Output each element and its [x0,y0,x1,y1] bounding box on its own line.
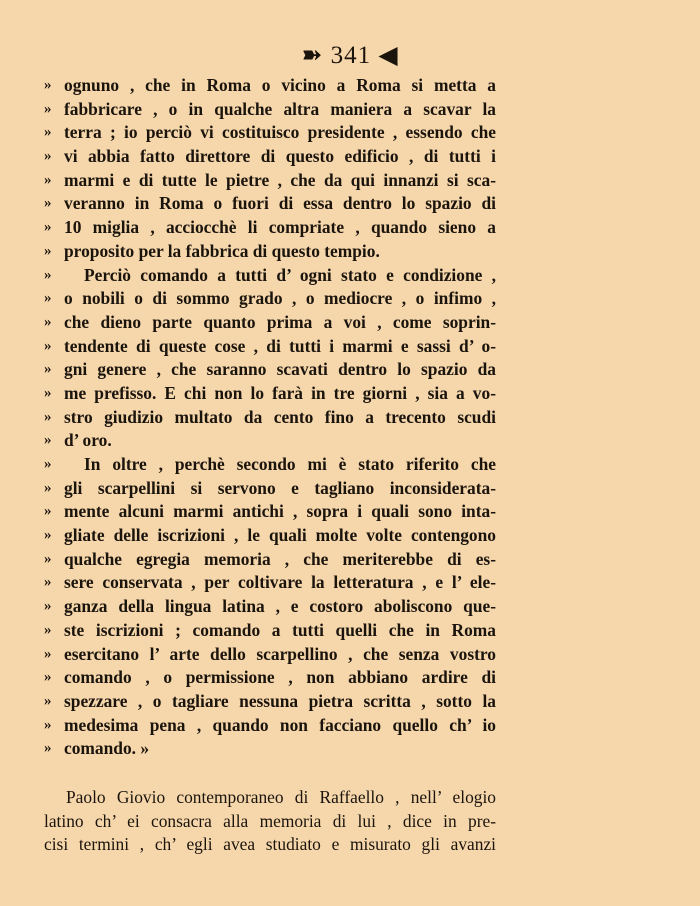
text-line [44,169,496,193]
quote-mark: » [44,219,52,236]
quote-mark: » [44,408,52,425]
line-text: tendente di queste cose , di tutti i marmi e sassi d’ o- [64,335,496,356]
line-text: qualche egregia memoria , che meriterebbe di es- [64,548,496,569]
quote-mark: » [44,527,52,544]
line-text: stro giudizio multato da cento fino a trecento scudi [64,406,496,427]
text-line [44,358,496,382]
quote-mark: » [44,361,52,378]
quote-mark: » [44,550,52,567]
quote-mark: » [44,77,52,93]
line-text: ste iscrizioni ; comando a tutti quelli che in Roma [64,619,496,640]
quote-mark: » [44,290,52,307]
line-text: o nobili o di sommo grado , o mediocre , o infimo , [64,288,496,309]
text-line [44,595,496,619]
quote-mark: » [44,171,52,188]
line-text: proposito per la fabbrica di questo tempio. [64,240,380,261]
line-text: vi abbia fatto direttore di questo edificio , di tutti i [64,146,496,167]
text-line [44,145,496,169]
text-line [44,335,496,359]
text-line [44,264,496,288]
quote-mark: » [44,716,52,733]
line-text: gni genere , che saranno scavati dentro lo spazio da [64,359,496,380]
line-text: fabbricare , o in qualche altra maniera a scavar la [64,98,496,119]
text-line [44,643,496,667]
text-line [44,737,496,761]
quote-mark: » [44,479,52,496]
line-text: medesima pena , quando non facciano quello ch’ io [64,714,496,735]
line-text: comando , o permissione , non abbiano ardire di [64,667,496,688]
text-line: latino ch’ ei consacra alla memoria di lui , dice in pre- [44,810,496,831]
quote-mark: » [44,598,52,615]
quote-mark: » [44,456,52,472]
line-text: sere conservata , per coltivare la letteratura , e l’ ele- [64,572,496,593]
quote-mark: » [44,621,52,638]
text-line [44,690,496,714]
line-text: In oltre , perchè secondo mi è stato riferito che [84,454,496,474]
quoted-decree-text [44,74,496,761]
quote-mark: » [44,337,52,354]
text-line [44,287,496,311]
line-text: d’ oro. [64,430,112,451]
quote-mark: » [44,242,52,259]
quote-mark: » [44,266,52,283]
text-line [44,382,496,406]
text-line [44,453,496,477]
text-line [44,240,496,264]
text-line [44,98,496,122]
text-line [44,500,496,524]
text-line [44,666,496,690]
line-text: marmi e di tutte le pietre , che da qui innanzi si sca- [64,169,496,190]
line-text: me prefisso. E chi non lo farà in tre giorni , sia a vo- [64,382,496,403]
line-text: ganza della lingua latina , e costoro aboliscono que- [64,596,496,617]
line-text: che dieno parte quanto prima a voi , come soprin- [64,311,496,332]
line-text: veranno in Roma o fuori di essa dentro lo spazio di [64,193,496,214]
line-text: gliate delle iscrizioni , le quali molte volte contengono [64,525,496,546]
line-text: esercitano l’ arte dello scarpellino , che senza vostro [64,643,496,664]
quote-mark: » [44,669,52,686]
text-line [44,192,496,216]
line-text: 10 miglia , acciocchè li compriate , quando sieno a [64,217,496,238]
quote-mark: » [44,384,52,401]
line-text: ognuno , che in Roma o vicino a Roma si metta a [64,75,496,95]
page-number: ➽ 341 ◀ [301,42,399,69]
quote-mark: » [44,503,52,520]
quote-mark: » [44,432,52,449]
text-line [44,548,496,572]
text-line [44,121,496,145]
quote-mark: » [44,574,52,591]
narrative-paragraph [44,786,496,857]
text-line [44,571,496,595]
text-line [44,714,496,738]
text-line: Paolo Giovio contemporaneo di Raffaello , nell’ elogio [66,787,496,807]
text-line [44,406,496,430]
quote-mark: » [44,124,52,141]
text-line [44,429,496,453]
line-text: spezzare , o tagliare nessuna pietra scritta , sotto la [64,690,496,711]
quote-mark: » [44,100,52,117]
line-text: comando. » [64,738,150,759]
quote-mark: » [44,645,52,662]
quote-mark: » [44,692,52,709]
quote-mark: » [44,313,52,330]
line-text: gli scarpellini si servono e tagliano inconsiderata- [64,477,496,498]
quote-mark: » [44,195,52,212]
text-line [44,74,496,98]
quote-mark: » [44,148,52,165]
text-line [44,619,496,643]
text-line [44,477,496,501]
line-text: Perciò comando a tutti d’ ogni stato e condizione , [84,264,496,285]
quote-mark: » [44,740,52,757]
line-text: mente alcuni marmi antichi , sopra i quali sono inta- [64,501,496,522]
text-line: cisi termini , ch’ egli avea studiato e misurato gli avanzi [44,834,496,855]
text-line [44,216,496,240]
line-text: terra ; io perciò vi costituisco presidente , essendo che [64,122,496,143]
text-line [44,524,496,548]
text-line [44,311,496,335]
